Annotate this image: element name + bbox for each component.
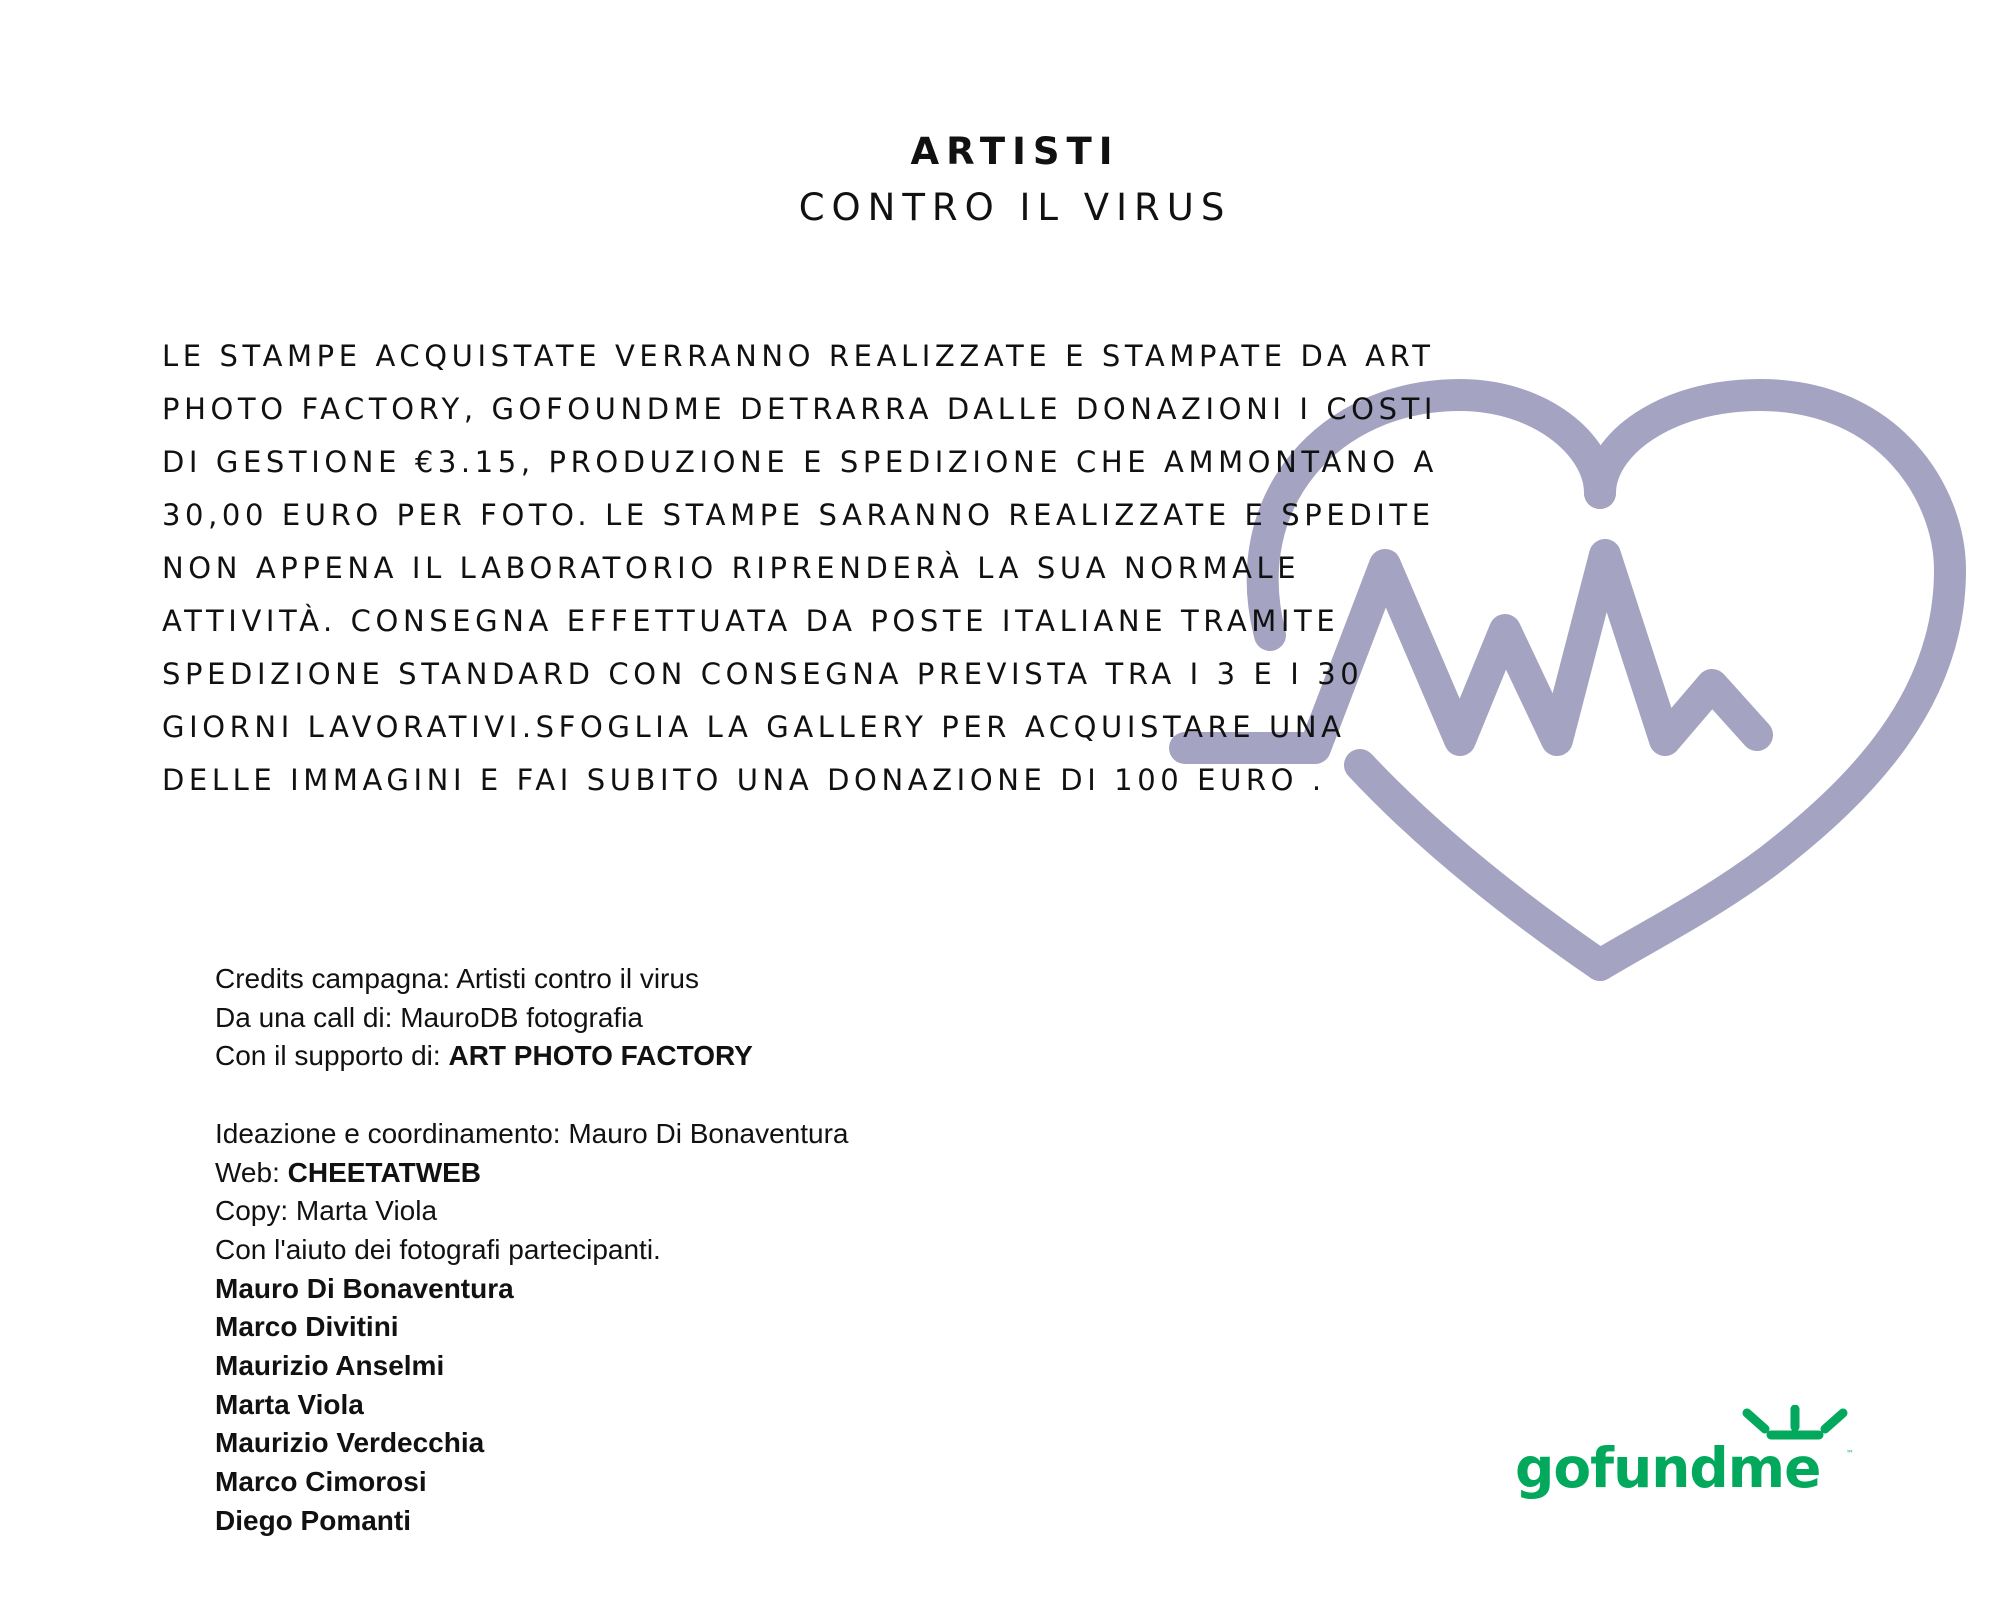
credits-support-value: ART PHOTO FACTORY	[448, 1040, 753, 1072]
photographer-name: Maurizio Verdecchia	[215, 1427, 485, 1459]
credits-copy: Copy: Marta Viola	[215, 1195, 438, 1227]
credits-help: Con l'aiuto dei fotografi partecipanti.	[215, 1233, 661, 1265]
gofundme-logo	[1515, 1405, 1855, 1515]
photographer-name: Marta Viola	[215, 1388, 364, 1420]
campaign-description: LE STAMPE ACQUISTATE VERRANNO REALIZZATE E STAMPATE DA ART PHOTO FACTORY, GOFOUNDME DETRARRA DALLE DONAZIONI I COSTI DI GESTIONE €3.15, PRODUZIONE E SPEDIZIONE CHE AMMONTANO A 30,00 EURO PER FOTO. LE STAMPE SARANNO REALIZZATE E SPEDITE NON APPENA IL LABORATORIO RIPRENDERÀ LA SUA NORMALE ATTIVITÀ. CONSEGNA EFFETTUATA DA POSTE ITALIANE TRAMITE SPEDIZIONE STANDARD CON CONSEGNA PREVISTA TRA I 3 E I 30 GIORNI LAVORATIVI.SFOGLIA LA GALLERY PER ACQUISTARE UNA DELLE IMMAGINI E FAI SUBITO UNA DONAZIONE DI 100 EURO .	[162, 339, 1438, 797]
page-subtitle: CONTRO IL VIRUS	[798, 186, 1232, 229]
credits-web	[215, 1154, 1115, 1193]
credits-support-label: Con il supporto di:	[215, 1040, 449, 1072]
credits-spacer	[215, 1076, 1115, 1115]
trademark-mark: ™	[1846, 1449, 1854, 1458]
credits-ideation: Ideazione e coordinamento: Mauro Di Bonaventura	[215, 1117, 849, 1149]
photographer-name: Diego Pomanti	[215, 1504, 412, 1536]
photographer-name: Mauro Di Bonaventura	[215, 1272, 514, 1304]
gofundme-wordmark: gofundme	[1515, 1436, 1821, 1500]
title-block	[0, 126, 2000, 234]
credits-web-value: CHEETATWEB	[287, 1156, 482, 1188]
photographer-name: Marco Cimorosi	[215, 1466, 427, 1498]
photographer-name: Maurizio Anselmi	[215, 1350, 445, 1382]
photographer-name: Marco Divitini	[215, 1311, 399, 1343]
credits-support	[215, 1037, 1115, 1076]
credits-section	[215, 960, 1115, 1541]
credits-web-label: Web:	[215, 1156, 288, 1188]
credits-campaign: Credits campagna: Artisti contro il virus	[215, 963, 699, 994]
credits-call: Da una call di: MauroDB fotografia	[215, 1001, 643, 1033]
page-title: ARTISTI	[910, 130, 1120, 173]
